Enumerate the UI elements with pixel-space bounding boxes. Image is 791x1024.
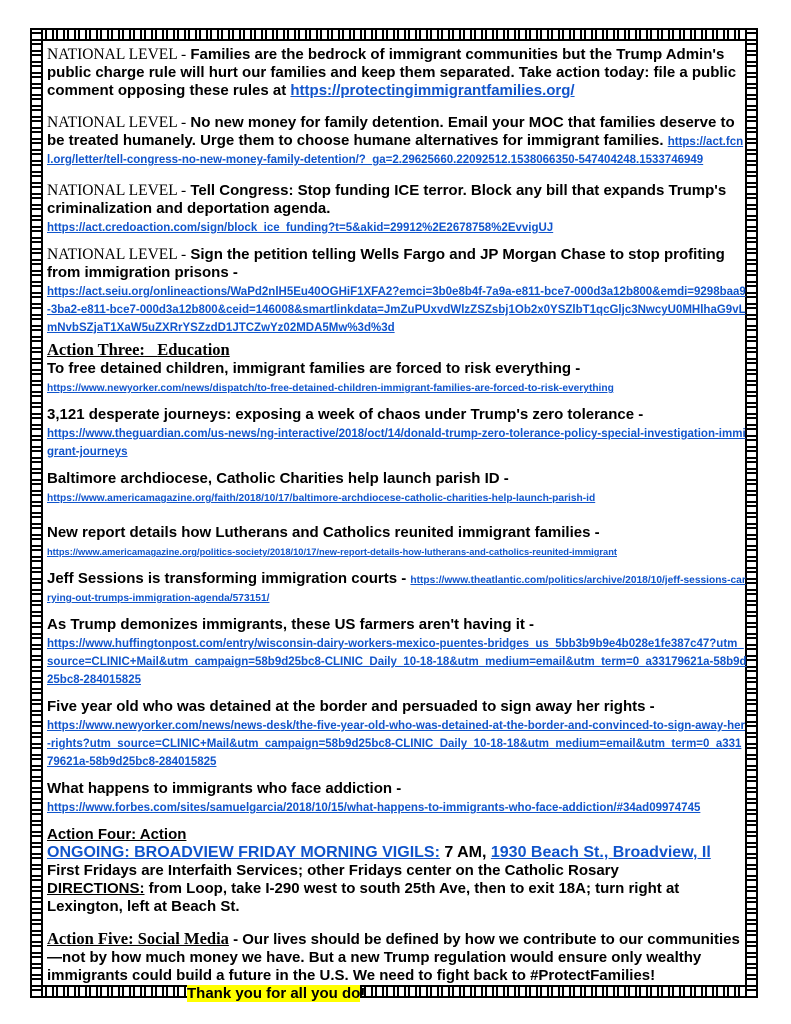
item-text: Families are the bedrock of immigrant communities but the Trump Admin's public charge rule will hurt our families and keep them separated. Take action today: file a public comment opposing these rules at	[47, 46, 737, 99]
item-link[interactable]: https://protectingimmigrantfamilies.org/	[290, 82, 575, 99]
article-title: Jeff Sessions is transforming immigration courts -	[47, 570, 407, 587]
item-text: Sign the petition telling Wells Fargo and JP Morgan Chase to stop profiting from immigration prisons -	[47, 246, 725, 281]
national-item-1	[47, 46, 747, 100]
level-label: NATIONAL LEVEL -	[47, 114, 187, 131]
article-title: Five year old who was detained at the border and persuaded to sign away her rights -	[47, 698, 655, 715]
item-text: No new money for family detention. Email your MOC that families deserve to be treated humanely. Urge them to choose humane alternatives for immigrant families.	[47, 114, 735, 149]
section-title: Action Four: Action	[47, 826, 187, 843]
article-title: Baltimore archdiocese, Catholic Charities help launch parish ID -	[47, 470, 509, 487]
directions-label: DIRECTIONS:	[47, 880, 145, 897]
thanks-punct: !	[360, 985, 366, 1002]
article-link[interactable]: https://www.forbes.com/sites/samuelgarcia/2018/10/15/what-happens-to-immigrants-who-face-addiction/#34ad09974745	[47, 802, 701, 814]
article-link[interactable]: https://www.newyorker.com/news/news-desk/the-five-year-old-who-was-detained-at-the-border-and-convinced-to-sign-away-her-rights?utm_source=CLINIC+Mail&utm_campaign=58b9d25bc8-CLINIC_Daily_10-18-18&utm_medium=email&utm_term=0_a33179621a-58b9d25bc8-284015825	[47, 720, 745, 768]
article-title: As Trump demonizes immigrants, these US farmers aren't having it -	[47, 616, 535, 633]
article-2	[47, 406, 747, 460]
article-title: New report details how Lutherans and Catholics reunited immigrant families -	[47, 524, 600, 541]
item-link[interactable]: https://act.fcnl.org/letter/tell-congress-no-new-money-family-detention/?_ga=2.29625660.22092512.1538066350-547404248.1533746949	[47, 136, 744, 166]
action-five	[47, 930, 747, 1003]
article-7	[47, 698, 747, 770]
level-label: NATIONAL LEVEL -	[47, 246, 187, 263]
item-link[interactable]: https://act.seiu.org/onlineactions/WaPd2nlH5Eu40OGHiF1XFA2?emci=3b0e8b4f-7a9a-e811-bce7-000d3a12b800&emdi=9298baa9-3ba2-e811-bce7-000d3a12b800&ceid=146008&smartlinkdata=JmZuPUxvdWlzZSZsbj1Ob2x0YSZlbT1qcGljc3NwcyU0MHlhaG9vLmNvbSZjaT1XaW5uZXRrYSZzdD1JTCZwYz02MDA5Mw%3d%3d	[47, 286, 746, 334]
national-item-2	[47, 114, 747, 168]
article-8	[47, 780, 747, 816]
vigil-link[interactable]: ONGOING: BROADVIEW FRIDAY MORNING VIGILS:	[47, 844, 440, 861]
article-title: What happens to immigrants who face addiction -	[47, 780, 402, 797]
vigil-time: 7 AM,	[439, 844, 491, 861]
page-content	[47, 46, 747, 1003]
national-item-3	[47, 182, 747, 236]
section-title: Action Five: Social Media	[47, 929, 229, 948]
article-6	[47, 616, 747, 688]
national-item-4	[47, 246, 747, 336]
item-text: Tell Congress: Stop funding ICE terror. Block any bill that expands Trump's criminalization and deportation agenda.	[47, 182, 727, 217]
article-title: 3,121 desperate journeys: exposing a week of chaos under Trump's zero tolerance -	[47, 406, 644, 423]
directions-text: from Loop, take I-290 west to south 25th Ave, then to exit 18A; turn right at Lexington, left at Beach St.	[47, 880, 680, 915]
article-link[interactable]: https://www.theatlantic.com/politics/archive/2018/10/jeff-sessions-carrying-out-trumps-immigration-agenda/573151/	[47, 575, 746, 604]
article-1	[47, 360, 747, 396]
action-four	[47, 826, 747, 916]
article-3	[47, 470, 747, 506]
border-top	[30, 28, 758, 41]
action-five-text: - Our lives should be defined by how we contribute to our communities—not by how much money we have. But a new Trump regulation would ensure only wealthy immigrants could build a future in the U.S. We need to fight back to #ProtectFamilies!	[47, 931, 740, 984]
action-three-heading	[47, 340, 747, 360]
level-label: NATIONAL LEVEL -	[47, 182, 187, 199]
section-subtitle: Education	[157, 340, 230, 359]
section-title: Action Three:	[47, 340, 145, 359]
article-link[interactable]: https://www.americamagazine.org/politics-society/2018/10/17/new-report-details-how-lutherans-and-catholics-reunited-immigrant	[47, 547, 617, 557]
address-link[interactable]: 1930 Beach St., Broadview, Il	[490, 844, 711, 861]
article-5	[47, 570, 747, 606]
border-left	[30, 28, 43, 998]
article-link[interactable]: https://www.americamagazine.org/faith/2018/10/17/baltimore-archdiocese-catholic-charities-help-launch-parish-id	[47, 493, 596, 504]
article-4	[47, 524, 747, 560]
article-title: To free detained children, immigrant families are forced to risk everything -	[47, 360, 581, 377]
article-link[interactable]: https://www.newyorker.com/news/dispatch/to-free-detained-children-immigrant-families-are-forced-to-risk-everything	[47, 383, 614, 394]
item-link[interactable]: https://act.credoaction.com/sign/block_ice_funding?t=5&akid=29912%2E2678758%2EvvigUJ	[47, 222, 554, 234]
vigil-note: First Fridays are Interfaith Services; other Fridays center on the Catholic Rosary	[47, 862, 619, 879]
article-link[interactable]: https://www.huffingtonpost.com/entry/wisconsin-dairy-workers-mexico-puentes-bridges_us_5bb3b9b9e4b028e1fe387c47?utm_source=CLINIC+Mail&utm_campaign=58b9d25bc8-CLINIC_Daily_10-18-18&utm_medium=email&utm_term=0_a33179621a-58b9d25bc8-284015825	[47, 638, 747, 686]
level-label: NATIONAL LEVEL -	[47, 46, 187, 63]
article-link[interactable]: https://www.theguardian.com/us-news/ng-interactive/2018/oct/14/donald-trump-zero-tolerance-policy-special-investigation-immigrant-journeys	[47, 428, 746, 458]
thanks-highlight: Thank you for all you do	[187, 985, 361, 1002]
